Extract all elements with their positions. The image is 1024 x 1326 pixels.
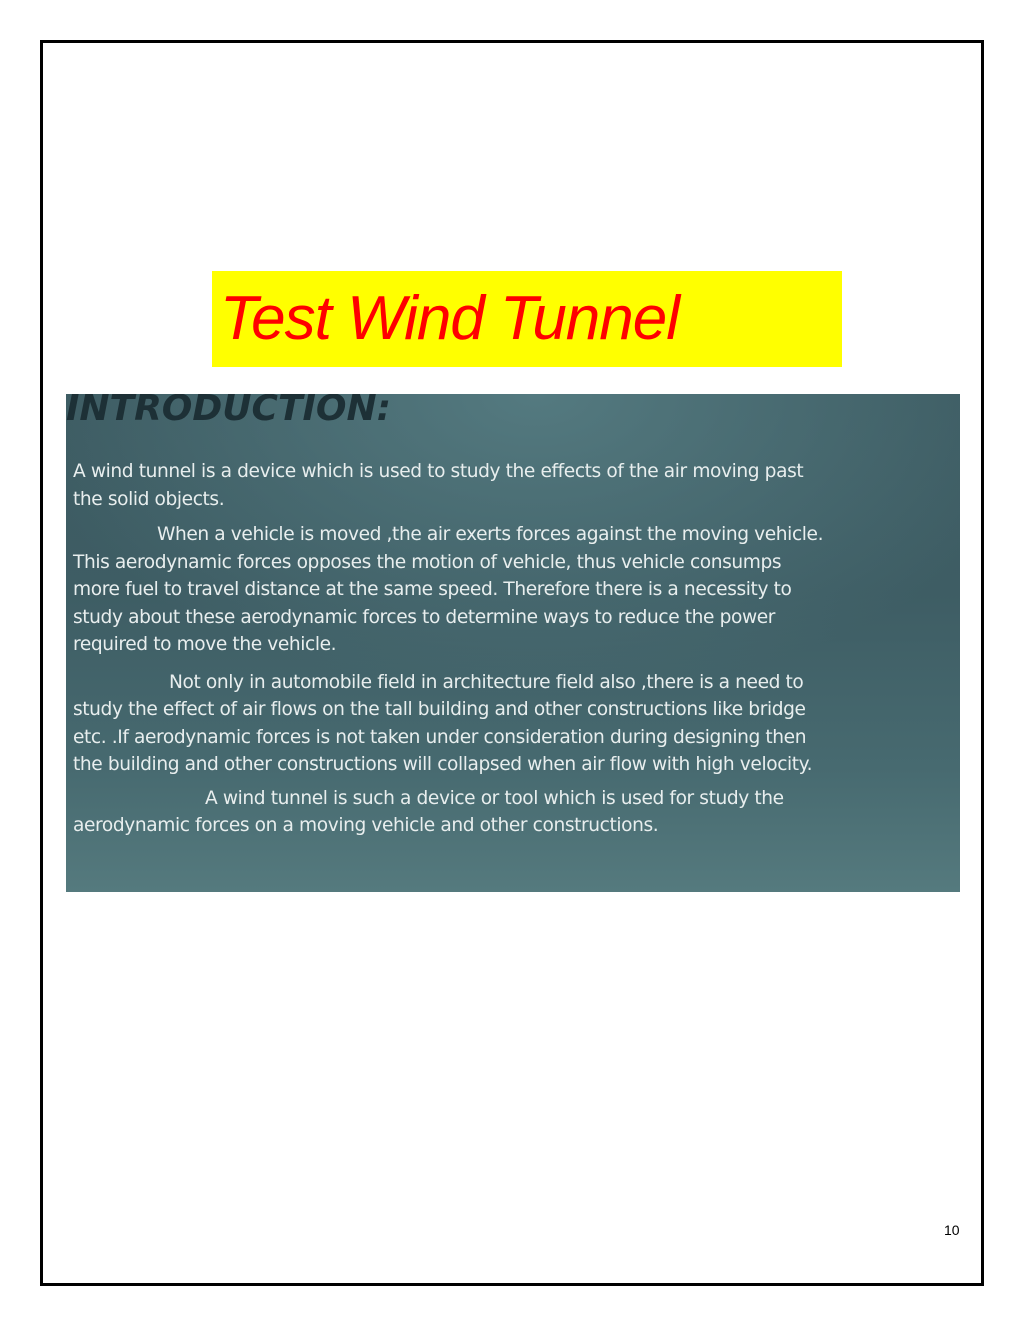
page-number: 10 (944, 1222, 960, 1238)
slide-line: study the effect of air flows on the tall building and other constructions like bridge (73, 699, 806, 720)
slide-line: Not only in automobile field in architecture field also ,there is a need to (169, 671, 804, 693)
slide-line: etc. .If aerodynamic forces is not taken under consideration during designing then (73, 726, 807, 748)
page-title: Test Wind Tunnel (220, 284, 680, 353)
slide-line: the building and other constructions will collapsed when air flow with high velocity. (73, 754, 813, 775)
slide-line: study about these aerodynamic forces to determine ways to reduce the power (73, 606, 776, 628)
slide-line: more fuel to travel distance at the same speed. Therefore there is a necessity to (73, 579, 792, 600)
slide-line: required to move the vehicle. (73, 634, 337, 655)
title-highlight (212, 271, 842, 367)
slide-line: This aerodynamic forces opposes the motion of vehicle, thus vehicle consumps (73, 551, 782, 573)
slide-heading: INTRODUCTION: (66, 394, 392, 429)
slide-line: A wind tunnel is a device which is used to study the effects of the air moving past (73, 461, 804, 482)
introduction-slide-image (66, 394, 960, 892)
slide-line: A wind tunnel is such a device or tool which is used for study the (205, 787, 784, 809)
slide-line: the solid objects. (73, 488, 225, 510)
slide-body (73, 458, 960, 840)
slide-line: aerodynamic forces on a moving vehicle and other constructions. (73, 815, 659, 836)
slide-line: When a vehicle is moved ,the air exerts forces against the moving vehicle. (157, 524, 824, 545)
